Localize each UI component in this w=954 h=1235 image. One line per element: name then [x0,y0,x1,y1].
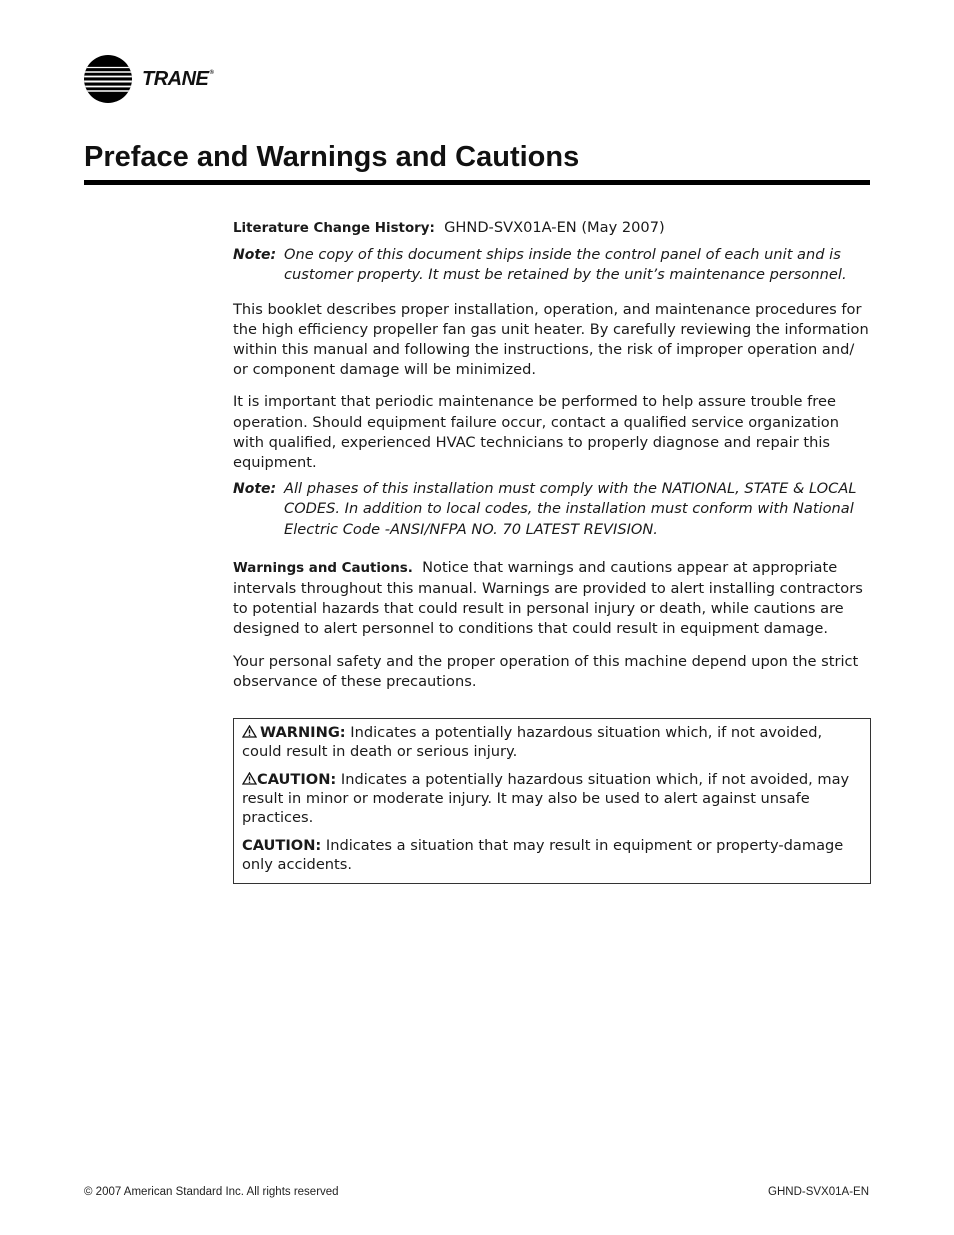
note-label: Note: [233,481,277,498]
trane-wordmark: TRANE ® [142,67,214,90]
footer-document-number: GHND-SVX01A-EN [768,1186,869,1198]
note-text: All phases of this installation must comply with the NATIONAL, STATE & LOCAL CODES. In addition to local codes, the installation must conform with National Electric Code -ANSI/NFPA NO. 70 LATEST REVISION. [284,480,857,538]
note-block [233,245,869,285]
body-paragraph: This booklet describes proper installation, operation, and maintenance procedures for the high efficiency propeller fan gas unit heater. By carefully reviewing the information within this manual and following the instructions, the risk of improper operation and/ or component damage will be minimized. [233,300,869,379]
caution-alert-text: Indicates a potentially hazardous situation which, if not avoided, may result in minor or moderate injury. It may also be used to alert against unsafe practices. [242,771,850,826]
warnings-cautions-text: Notice that warnings and cautions appear at appropriate intervals throughout this manual. Warnings are provided to alert installing contractors to potential hazards that could result in personal injury or death, while cautions are designed to alert personnel to conditions that could result in equipment damage. [233,558,863,638]
note-text: One copy of this document ships inside the control panel of each unit and is customer property. It must be retained by the unit’s maintenance personnel. [284,246,847,284]
literature-history-value: GHND-SVX01A-EN (May 2007) [444,219,665,236]
footer-copyright: © 2007 American Standard Inc. All rights reserved [84,1186,339,1198]
safety-definitions-box [233,718,871,884]
caution-definition [242,836,862,874]
literature-history-label: Literature Change History: [233,221,435,236]
trane-circle-logo-icon [84,55,132,103]
caution-alert-label: CAUTION: [257,771,337,788]
warnings-cautions-paragraph [233,558,869,640]
literature-change-history [233,218,869,239]
note-label: Note: [233,247,277,264]
trane-logo [84,55,214,103]
warnings-cautions-label: Warnings and Cautions. [233,560,413,576]
alert-triangle-icon [242,772,257,785]
caution-text: Indicates a situation that may result in equipment or property-damage only accidents. [242,837,844,873]
note-block [233,479,869,540]
safety-paragraph: Your personal safety and the proper operation of this machine depend upon the strict observance of these precautions. [233,652,859,690]
warning-label: WARNING: [260,724,346,741]
body-paragraph: It is important that periodic maintenance be performed to help assure trouble free operation. Should equipment failure occur, contact a qualified service organization with qualified, experienced HVAC technicians to properly diagnose and repair this equipment. [233,393,839,472]
caution-alert-definition [242,770,862,827]
alert-triangle-icon [242,725,257,738]
caution-label: CAUTION: [242,837,322,854]
warning-text: Indicates a potentially hazardous situation which, if not avoided, could result in death or serious injury. [242,724,823,760]
warning-definition [242,723,862,761]
document-body [233,218,869,692]
page-title: Preface and Warnings and Cautions [84,141,870,185]
